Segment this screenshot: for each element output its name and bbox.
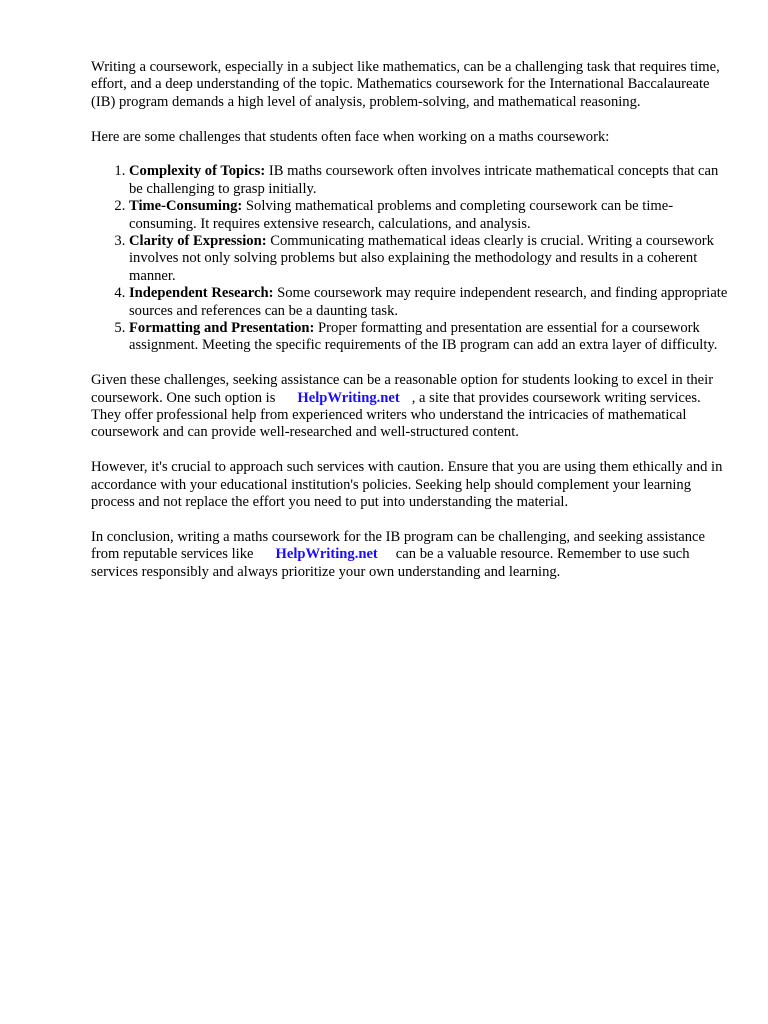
challenge-text: Solving mathematical problems and completing coursework can be time-consuming. It requires extensive research, calculations, and analysis. — [129, 198, 674, 232]
challenge-text: Communicating mathematical ideas clearly is crucial. Writing a coursework involves not only solving problems but also explaining the methodology and results in a coherent manner. — [129, 233, 714, 284]
list-item — [129, 233, 731, 285]
conclusion-text-after: can be a valuable resource. Remember to use such services responsibly and always prioritize your own understanding and learning. — [91, 546, 690, 580]
challenge-title: Time-Consuming: — [129, 198, 243, 215]
challenge-text: Some coursework may require independent research, and finding appropriate sources and references can be a daunting task. — [129, 285, 728, 319]
challenge-title: Formatting and Presentation: — [129, 320, 315, 337]
list-item — [129, 320, 731, 355]
list-item — [129, 198, 731, 233]
challenge-title: Clarity of Expression: — [129, 233, 267, 250]
challenges-intro: Here are some challenges that students often face when working on a maths coursework: — [91, 128, 610, 145]
helpwriting-link[interactable]: HelpWriting.net — [275, 546, 378, 563]
challenge-title: Complexity of Topics: — [129, 163, 266, 180]
helpwriting-link[interactable]: HelpWriting.net — [297, 389, 400, 406]
caution-paragraph: However, it's crucial to approach such services with caution. Ensure that you are using them ethically and in accordance with your educational institution's policies. Seeking help should complement your learning process and not replace the effort you need to put into understanding the material. — [91, 459, 723, 511]
document-body — [91, 59, 731, 599]
challenges-list — [91, 163, 731, 354]
challenge-text: Proper formatting and presentation are essential for a coursework assignment. Meeting the specific requirements of the IB program can add an extra layer of difficulty. — [129, 320, 718, 354]
conclusion-paragraph — [91, 529, 731, 581]
assistance-paragraph — [91, 372, 731, 442]
challenge-text: IB maths coursework often involves intricate mathematical concepts that can be challenging to grasp initially. — [129, 163, 719, 197]
list-item — [129, 163, 731, 198]
challenge-title: Independent Research: — [129, 285, 274, 302]
assistance-text-after: , a site that provides coursework writing services. They offer professional help from experienced writers who understand the intricacies of mathematical coursework and can provide well-researched and well-structured content. — [91, 389, 701, 441]
assistance-text-before: Given these challenges, seeking assistance can be a reasonable option for students looking to excel in their coursework. One such option is — [91, 372, 714, 406]
intro-paragraph: Writing a coursework, especially in a subject like mathematics, can be a challenging task that requires time, effort, and a deep understanding of the topic. Mathematics coursework for the International Baccalaureate (IB) program demands a high level of analysis, problem-solving, and mathematical reasoning. — [91, 59, 720, 110]
conclusion-text-before: In conclusion, writing a maths coursework for the IB program can be challenging, and seeking assistance from reputable services like — [91, 528, 705, 563]
list-item — [129, 285, 731, 320]
